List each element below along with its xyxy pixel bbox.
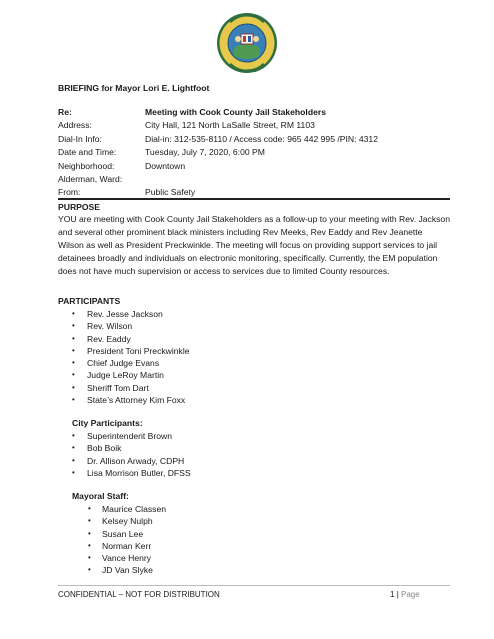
list-item: • Sheriff Tom Dart <box>72 382 149 393</box>
list-item: • Kelsey Nulph <box>88 516 153 527</box>
list-item: • Superintendent Brown <box>72 431 173 441</box>
list-item: • State’s Attorney Kim Foxx <box>72 395 186 406</box>
meta-row-neighborhood <box>58 160 448 173</box>
list-item: • Rev. Jesse Jackson <box>72 309 163 319</box>
list-item: • Rev. Eaddy <box>72 333 131 344</box>
list-item: • Bob Boik <box>72 443 122 454</box>
mayoral-staff-list <box>88 503 166 577</box>
meta-row-re <box>58 106 448 119</box>
list-item: • Lisa Morrison Butler, DFSS <box>72 467 191 478</box>
meta-label: Re: <box>58 107 72 117</box>
list-item: • Dr. Allison Arwady, CDPH <box>72 455 185 466</box>
meta-value: Tuesday, July 7, 2020, 6:00 PM <box>145 147 265 158</box>
purpose-text: YOU are meeting with Cook County Jail Stakeholders as a follow-up to your meeting with Rev. Jackson and several other prominent black ministers including Rev Meeks, Rev Eaddy and Rev Jeanette Wilson as well as President Preckwinkle. The meeting will focus on providing support services to jail detainees broadly and individuals on electronic monitoring, specifically. Currently, the EM population does not have much supervision or access to services due to limited County resources. <box>58 214 450 277</box>
meta-value: Public Safety <box>145 187 196 198</box>
mayoral-staff-heading: Mayoral Staff: <box>72 491 129 501</box>
footer-confidential: CONFIDENTIAL – NOT FOR DISTRIBUTION <box>58 590 220 599</box>
meta-value: Downtown <box>145 160 186 171</box>
city-seal-logo <box>216 12 278 74</box>
meta-table <box>58 106 448 200</box>
participants-list <box>72 308 190 406</box>
page-number: 1 <box>390 590 395 599</box>
meta-value: City Hall, 121 North LaSalle Street, RM 1103 <box>145 120 315 131</box>
city-participants-heading: City Participants: <box>72 418 143 428</box>
participants-heading: PARTICIPANTS <box>58 296 121 306</box>
meta-row-alderman <box>58 173 448 186</box>
meta-value: Dial-in: 312-535-8110 / Access code: 965 442 995 /PIN: 4312 <box>145 133 378 144</box>
page-separator: | <box>396 590 399 599</box>
list-item: • Vance Henry <box>88 553 152 564</box>
meta-label: Date and Time: <box>58 147 117 158</box>
purpose-heading: PURPOSE <box>58 202 101 212</box>
meta-value: Meeting with Cook County Jail Stakeholders <box>145 107 326 117</box>
briefing-title: BRIEFING for Mayor Lori E. Lightfoot <box>58 83 210 93</box>
list-item: • JD Van Slyke <box>88 565 153 576</box>
list-item: • Norman Kerr <box>88 540 152 551</box>
list-item: • Chief Judge Evans <box>72 358 160 369</box>
meta-label: Neighborhood: <box>58 160 115 171</box>
footer-page-number <box>390 590 420 599</box>
list-item: • Susan Lee <box>88 528 144 539</box>
footer-divider <box>58 585 450 586</box>
meta-label: Alderman, Ward: <box>58 173 123 184</box>
meta-label: From: <box>58 187 81 198</box>
list-item: • President Toni Preckwinkle <box>72 345 190 356</box>
meta-row-address <box>58 119 448 132</box>
city-participants-list <box>72 430 191 479</box>
meta-label: Address: <box>58 120 92 131</box>
page-word: Page <box>401 590 420 599</box>
list-item: • Maurice Classen <box>88 504 166 514</box>
section-divider <box>58 198 450 200</box>
meta-row-dialin <box>58 133 448 146</box>
meta-label: Dial-In Info: <box>58 133 102 144</box>
list-item: • Rev. Wilson <box>72 321 133 332</box>
meta-value <box>145 173 448 186</box>
meta-row-datetime <box>58 146 448 159</box>
list-item: • Judge LeRoy Martin <box>72 370 164 381</box>
